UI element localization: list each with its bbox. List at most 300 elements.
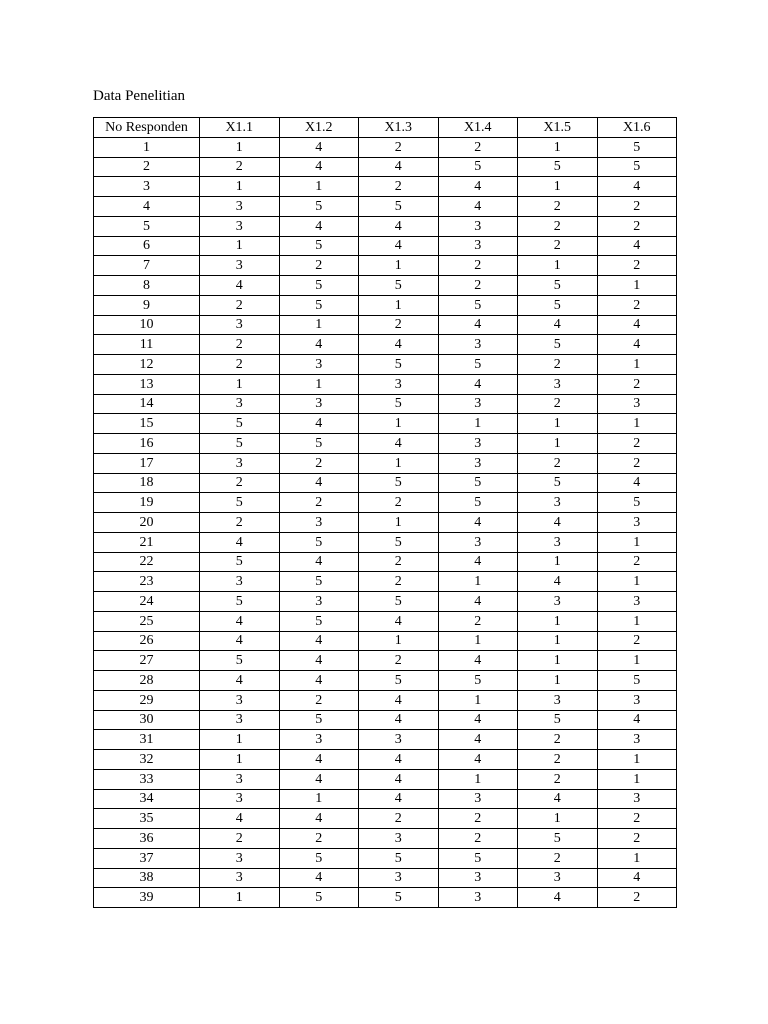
score-cell: 4 (359, 157, 439, 177)
score-cell: 3 (359, 374, 439, 394)
table-row (94, 513, 677, 533)
score-cell: 2 (438, 276, 518, 296)
respondent-number-cell: 38 (94, 868, 200, 888)
table-row (94, 276, 677, 296)
score-cell: 5 (359, 592, 439, 612)
score-cell: 5 (279, 572, 359, 592)
score-cell: 5 (438, 157, 518, 177)
respondent-number-cell: 33 (94, 769, 200, 789)
table-row (94, 750, 677, 770)
score-cell: 2 (518, 394, 598, 414)
score-cell: 1 (597, 276, 677, 296)
score-cell: 4 (359, 434, 439, 454)
score-cell: 1 (518, 137, 598, 157)
score-cell: 1 (518, 414, 598, 434)
score-cell: 2 (438, 256, 518, 276)
score-cell: 5 (518, 276, 598, 296)
score-cell: 1 (200, 177, 280, 197)
score-cell: 5 (359, 671, 439, 691)
table-row (94, 137, 677, 157)
score-cell: 5 (279, 276, 359, 296)
score-cell: 4 (359, 789, 439, 809)
score-cell: 3 (200, 453, 280, 473)
score-cell: 3 (438, 789, 518, 809)
respondent-number-cell: 6 (94, 236, 200, 256)
score-cell: 2 (597, 256, 677, 276)
score-cell: 4 (438, 513, 518, 533)
table-row (94, 769, 677, 789)
score-cell: 2 (438, 137, 518, 157)
score-cell: 5 (438, 671, 518, 691)
score-cell: 2 (359, 137, 439, 157)
score-cell: 4 (597, 315, 677, 335)
score-cell: 2 (597, 829, 677, 849)
score-cell: 5 (200, 592, 280, 612)
table-row (94, 453, 677, 473)
score-cell: 1 (597, 769, 677, 789)
score-cell: 5 (279, 611, 359, 631)
table-row (94, 611, 677, 631)
score-cell: 4 (438, 315, 518, 335)
table-row (94, 236, 677, 256)
score-cell: 3 (518, 493, 598, 513)
score-cell: 4 (200, 671, 280, 691)
score-cell: 2 (359, 651, 439, 671)
column-header-x1-6: X1.6 (597, 118, 677, 138)
score-cell: 2 (279, 256, 359, 276)
score-cell: 1 (597, 414, 677, 434)
score-cell: 3 (597, 513, 677, 533)
score-cell: 1 (597, 611, 677, 631)
score-cell: 3 (438, 453, 518, 473)
table-row (94, 295, 677, 315)
score-cell: 5 (518, 335, 598, 355)
table-row (94, 177, 677, 197)
score-cell: 4 (279, 651, 359, 671)
score-cell: 4 (279, 552, 359, 572)
table-row (94, 414, 677, 434)
respondent-number-cell: 9 (94, 295, 200, 315)
score-cell: 2 (359, 809, 439, 829)
score-cell: 3 (518, 592, 598, 612)
score-cell: 5 (279, 236, 359, 256)
respondent-number-cell: 19 (94, 493, 200, 513)
score-cell: 2 (200, 355, 280, 375)
score-cell: 3 (518, 868, 598, 888)
score-cell: 1 (359, 631, 439, 651)
score-cell: 1 (279, 374, 359, 394)
score-cell: 1 (597, 572, 677, 592)
score-cell: 2 (518, 730, 598, 750)
table-row (94, 434, 677, 454)
score-cell: 2 (518, 197, 598, 217)
score-cell: 2 (279, 453, 359, 473)
column-header-x1-2: X1.2 (279, 118, 359, 138)
score-cell: 4 (438, 651, 518, 671)
score-cell: 4 (597, 335, 677, 355)
score-cell: 4 (279, 769, 359, 789)
score-cell: 5 (518, 295, 598, 315)
score-cell: 2 (359, 572, 439, 592)
score-cell: 3 (359, 829, 439, 849)
score-cell: 3 (359, 868, 439, 888)
score-cell: 2 (518, 236, 598, 256)
table-row (94, 315, 677, 335)
score-cell: 3 (200, 572, 280, 592)
score-cell: 5 (279, 434, 359, 454)
score-cell: 3 (200, 789, 280, 809)
score-cell: 5 (200, 434, 280, 454)
respondent-number-cell: 10 (94, 315, 200, 335)
score-cell: 3 (438, 434, 518, 454)
respondent-number-cell: 36 (94, 829, 200, 849)
score-cell: 3 (200, 394, 280, 414)
score-cell: 1 (438, 572, 518, 592)
table-row (94, 572, 677, 592)
score-cell: 4 (597, 473, 677, 493)
score-cell: 3 (438, 394, 518, 414)
score-cell: 1 (518, 651, 598, 671)
table-row (94, 355, 677, 375)
score-cell: 3 (518, 374, 598, 394)
score-cell: 2 (279, 690, 359, 710)
score-cell: 2 (597, 552, 677, 572)
score-cell: 2 (597, 295, 677, 315)
table-row (94, 473, 677, 493)
respondent-number-cell: 39 (94, 888, 200, 908)
score-cell: 3 (200, 197, 280, 217)
score-cell: 5 (597, 671, 677, 691)
score-cell: 4 (597, 710, 677, 730)
score-cell: 1 (518, 809, 598, 829)
table-row (94, 335, 677, 355)
score-cell: 5 (200, 493, 280, 513)
score-cell: 2 (518, 848, 598, 868)
table-row (94, 197, 677, 217)
score-cell: 4 (438, 750, 518, 770)
respondent-number-cell: 23 (94, 572, 200, 592)
respondent-number-cell: 24 (94, 592, 200, 612)
score-cell: 2 (200, 473, 280, 493)
score-cell: 5 (597, 137, 677, 157)
score-cell: 4 (279, 335, 359, 355)
score-cell: 4 (518, 572, 598, 592)
respondent-number-cell: 2 (94, 157, 200, 177)
score-cell: 5 (279, 295, 359, 315)
score-cell: 5 (200, 414, 280, 434)
table-row (94, 532, 677, 552)
score-cell: 3 (359, 730, 439, 750)
respondent-number-cell: 31 (94, 730, 200, 750)
score-cell: 2 (438, 611, 518, 631)
score-cell: 1 (518, 177, 598, 197)
score-cell: 4 (200, 276, 280, 296)
respondent-number-cell: 8 (94, 276, 200, 296)
score-cell: 2 (200, 295, 280, 315)
score-cell: 5 (518, 157, 598, 177)
score-cell: 2 (438, 829, 518, 849)
score-cell: 4 (438, 374, 518, 394)
score-cell: 3 (200, 868, 280, 888)
score-cell: 4 (200, 809, 280, 829)
score-cell: 2 (518, 453, 598, 473)
table-row (94, 493, 677, 513)
table-row (94, 730, 677, 750)
table-row (94, 394, 677, 414)
table-row (94, 868, 677, 888)
table-row (94, 216, 677, 236)
score-cell: 5 (518, 829, 598, 849)
score-cell: 1 (359, 414, 439, 434)
respondent-number-cell: 37 (94, 848, 200, 868)
score-cell: 5 (359, 848, 439, 868)
respondent-number-cell: 22 (94, 552, 200, 572)
score-cell: 3 (438, 868, 518, 888)
score-cell: 5 (597, 157, 677, 177)
score-cell: 3 (597, 789, 677, 809)
score-cell: 1 (359, 453, 439, 473)
score-cell: 1 (359, 513, 439, 533)
respondent-number-cell: 11 (94, 335, 200, 355)
respondent-number-cell: 15 (94, 414, 200, 434)
score-cell: 1 (200, 236, 280, 256)
score-cell: 3 (200, 216, 280, 236)
score-cell: 3 (200, 256, 280, 276)
score-cell: 2 (597, 197, 677, 217)
score-cell: 4 (359, 690, 439, 710)
score-cell: 4 (359, 335, 439, 355)
table-row (94, 256, 677, 276)
score-cell: 1 (200, 374, 280, 394)
score-cell: 5 (359, 473, 439, 493)
score-cell: 1 (597, 651, 677, 671)
respondent-number-cell: 14 (94, 394, 200, 414)
column-header-x1-3: X1.3 (359, 118, 439, 138)
table-row (94, 651, 677, 671)
score-cell: 1 (438, 631, 518, 651)
score-cell: 1 (518, 631, 598, 651)
score-cell: 3 (438, 216, 518, 236)
score-cell: 4 (359, 216, 439, 236)
respondent-number-cell: 26 (94, 631, 200, 651)
score-cell: 2 (359, 315, 439, 335)
score-cell: 2 (438, 809, 518, 829)
score-cell: 3 (518, 532, 598, 552)
score-cell: 3 (597, 394, 677, 414)
score-cell: 1 (438, 414, 518, 434)
score-cell: 5 (438, 295, 518, 315)
score-cell: 3 (597, 690, 677, 710)
respondent-number-cell: 5 (94, 216, 200, 236)
respondent-number-cell: 32 (94, 750, 200, 770)
score-cell: 5 (597, 493, 677, 513)
score-cell: 1 (518, 671, 598, 691)
score-cell: 4 (438, 552, 518, 572)
table-row (94, 631, 677, 651)
score-cell: 2 (597, 809, 677, 829)
respondent-number-cell: 34 (94, 789, 200, 809)
score-cell: 5 (359, 532, 439, 552)
score-cell: 1 (518, 434, 598, 454)
score-cell: 5 (359, 888, 439, 908)
score-cell: 1 (518, 552, 598, 572)
respondent-number-cell: 20 (94, 513, 200, 533)
score-cell: 2 (200, 513, 280, 533)
score-cell: 4 (200, 532, 280, 552)
score-cell: 5 (359, 197, 439, 217)
score-cell: 4 (279, 157, 359, 177)
score-cell: 5 (279, 532, 359, 552)
score-cell: 1 (279, 789, 359, 809)
score-cell: 5 (200, 552, 280, 572)
score-cell: 5 (279, 710, 359, 730)
score-cell: 2 (518, 750, 598, 770)
respondent-number-cell: 35 (94, 809, 200, 829)
table-row (94, 552, 677, 572)
score-cell: 4 (279, 750, 359, 770)
respondent-number-cell: 30 (94, 710, 200, 730)
table-row (94, 888, 677, 908)
score-cell: 4 (279, 631, 359, 651)
score-cell: 3 (200, 690, 280, 710)
column-header-x1-5: X1.5 (518, 118, 598, 138)
score-cell: 2 (200, 829, 280, 849)
score-cell: 5 (359, 276, 439, 296)
score-cell: 3 (597, 730, 677, 750)
score-cell: 1 (200, 750, 280, 770)
score-cell: 3 (597, 592, 677, 612)
score-cell: 4 (597, 868, 677, 888)
score-cell: 4 (518, 888, 598, 908)
score-cell: 4 (200, 631, 280, 651)
score-cell: 5 (279, 197, 359, 217)
score-cell: 1 (597, 532, 677, 552)
respondent-number-cell: 28 (94, 671, 200, 691)
score-cell: 2 (518, 769, 598, 789)
score-cell: 1 (200, 137, 280, 157)
respondent-number-cell: 7 (94, 256, 200, 276)
score-cell: 1 (279, 315, 359, 335)
score-cell: 2 (597, 453, 677, 473)
table-header (94, 118, 677, 138)
score-cell: 2 (359, 493, 439, 513)
respondent-number-cell: 18 (94, 473, 200, 493)
score-cell: 5 (279, 848, 359, 868)
respondent-number-cell: 27 (94, 651, 200, 671)
table-row (94, 809, 677, 829)
score-cell: 4 (438, 730, 518, 750)
score-cell: 4 (438, 197, 518, 217)
score-cell: 4 (597, 177, 677, 197)
score-cell: 2 (359, 552, 439, 572)
respondent-number-cell: 1 (94, 137, 200, 157)
score-cell: 5 (438, 493, 518, 513)
table-row (94, 789, 677, 809)
score-cell: 1 (359, 256, 439, 276)
table-row (94, 592, 677, 612)
score-cell: 1 (518, 611, 598, 631)
score-cell: 2 (597, 888, 677, 908)
score-cell: 3 (279, 355, 359, 375)
table-row (94, 690, 677, 710)
score-cell: 1 (200, 888, 280, 908)
score-cell: 3 (200, 848, 280, 868)
header-row (94, 118, 677, 138)
score-cell: 4 (279, 414, 359, 434)
score-cell: 4 (359, 750, 439, 770)
table-row (94, 829, 677, 849)
table-row (94, 374, 677, 394)
score-cell: 1 (359, 295, 439, 315)
score-cell: 4 (279, 671, 359, 691)
table-row (94, 671, 677, 691)
table-body (94, 137, 677, 907)
score-cell: 4 (359, 611, 439, 631)
score-cell: 3 (279, 592, 359, 612)
respondent-number-cell: 16 (94, 434, 200, 454)
score-cell: 3 (438, 532, 518, 552)
score-cell: 4 (597, 236, 677, 256)
respondent-number-cell: 21 (94, 532, 200, 552)
respondent-number-cell: 12 (94, 355, 200, 375)
score-cell: 4 (279, 137, 359, 157)
score-cell: 3 (438, 335, 518, 355)
table-row (94, 157, 677, 177)
page-title: Data Penelitian (93, 88, 186, 104)
score-cell: 3 (279, 730, 359, 750)
score-cell: 2 (279, 829, 359, 849)
respondent-number-cell: 13 (94, 374, 200, 394)
score-cell: 4 (279, 809, 359, 829)
score-cell: 4 (359, 710, 439, 730)
respondent-number-cell: 4 (94, 197, 200, 217)
column-header-x1-4: X1.4 (438, 118, 518, 138)
score-cell: 5 (518, 473, 598, 493)
score-cell: 5 (438, 355, 518, 375)
score-cell: 4 (279, 868, 359, 888)
score-cell: 4 (359, 769, 439, 789)
score-cell: 5 (359, 394, 439, 414)
score-cell: 1 (200, 730, 280, 750)
column-header-x1-1: X1.1 (200, 118, 280, 138)
score-cell: 1 (438, 690, 518, 710)
score-cell: 2 (200, 157, 280, 177)
respondent-number-cell: 3 (94, 177, 200, 197)
score-cell: 2 (597, 434, 677, 454)
score-cell: 4 (518, 315, 598, 335)
score-cell: 1 (438, 769, 518, 789)
data-table (93, 117, 677, 908)
respondent-number-cell: 17 (94, 453, 200, 473)
score-cell: 1 (279, 177, 359, 197)
score-cell: 4 (279, 473, 359, 493)
score-cell: 2 (200, 335, 280, 355)
score-cell: 5 (279, 888, 359, 908)
score-cell: 4 (200, 611, 280, 631)
table-row (94, 710, 677, 730)
score-cell: 2 (518, 216, 598, 236)
score-cell: 3 (200, 710, 280, 730)
score-cell: 3 (518, 690, 598, 710)
score-cell: 5 (438, 848, 518, 868)
score-cell: 4 (518, 789, 598, 809)
score-cell: 3 (438, 888, 518, 908)
score-cell: 3 (200, 315, 280, 335)
score-cell: 5 (438, 473, 518, 493)
score-cell: 4 (438, 177, 518, 197)
score-cell: 3 (279, 394, 359, 414)
column-header-no-responden: No Responden (94, 118, 200, 138)
